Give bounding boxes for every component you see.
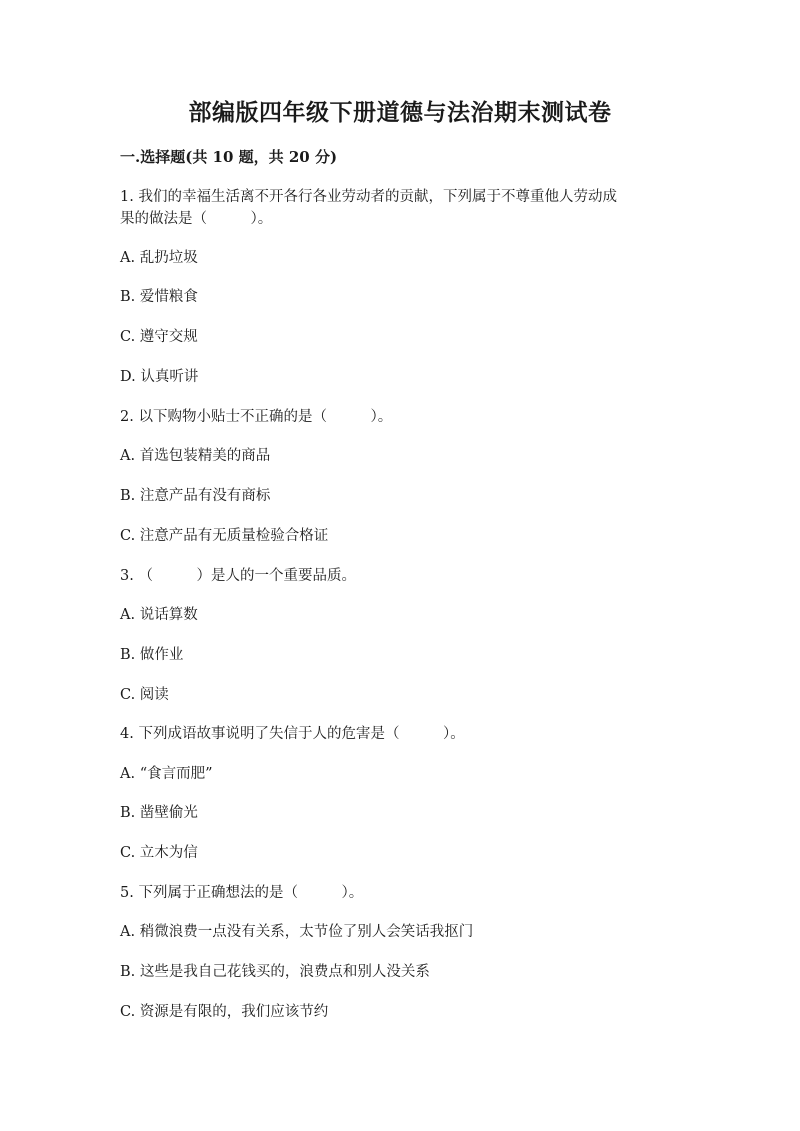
- question-1-stem-line-2: 果的做法是（ ）。: [120, 211, 273, 227]
- question-3-option-a: A. 说话算数: [120, 607, 198, 623]
- section-heading: 一.选择题(共 10 题，共 20 分): [120, 148, 338, 166]
- question-5-stem: 5. 下列属于正确想法的是（ ）。: [120, 885, 364, 901]
- question-4-option-a: A. “食言而肥”: [120, 766, 213, 782]
- question-1-option-a: A. 乱扔垃圾: [120, 250, 198, 266]
- page-title: 部编版四年级下册道德与法治期末测试卷: [188, 99, 612, 126]
- question-2-option-a: A. 首选包装精美的商品: [120, 448, 271, 464]
- question-5-option-a: A. 稍微浪费一点没有关系，太节俭了别人会笑话我抠门: [120, 924, 474, 940]
- question-4-option-b: B. 凿壁偷光: [120, 805, 198, 821]
- question-3-stem: 3. （ ）是人的一个重要品质。: [120, 568, 356, 584]
- question-5-option-c: C. 资源是有限的，我们应该节约: [120, 1004, 329, 1020]
- question-3-option-c: C. 阅读: [120, 687, 169, 703]
- question-2-option-c: C. 注意产品有无质量检验合格证: [120, 528, 329, 544]
- question-2-option-b: B. 注意产品有没有商标: [120, 488, 271, 504]
- question-4-stem: 4. 下列成语故事说明了失信于人的危害是（ ）。: [120, 726, 465, 742]
- question-1-stem-line-1: 1. 我们的幸福生活离不开各行各业劳动者的贡献，下列属于不尊重他人劳动成: [120, 189, 617, 205]
- question-3-option-b: B. 做作业: [120, 647, 184, 663]
- question-1-option-c: C. 遵守交规: [120, 329, 198, 345]
- question-4-option-c: C. 立木为信: [120, 845, 198, 861]
- question-2-stem: 2. 以下购物小贴士不正确的是（ ）。: [120, 409, 393, 425]
- question-5-option-b: B. 这些是我自己花钱买的，浪费点和别人没关系: [120, 964, 430, 980]
- question-1-option-d: D. 认真听讲: [120, 369, 199, 385]
- question-1-option-b: B. 爱惜粮食: [120, 289, 198, 305]
